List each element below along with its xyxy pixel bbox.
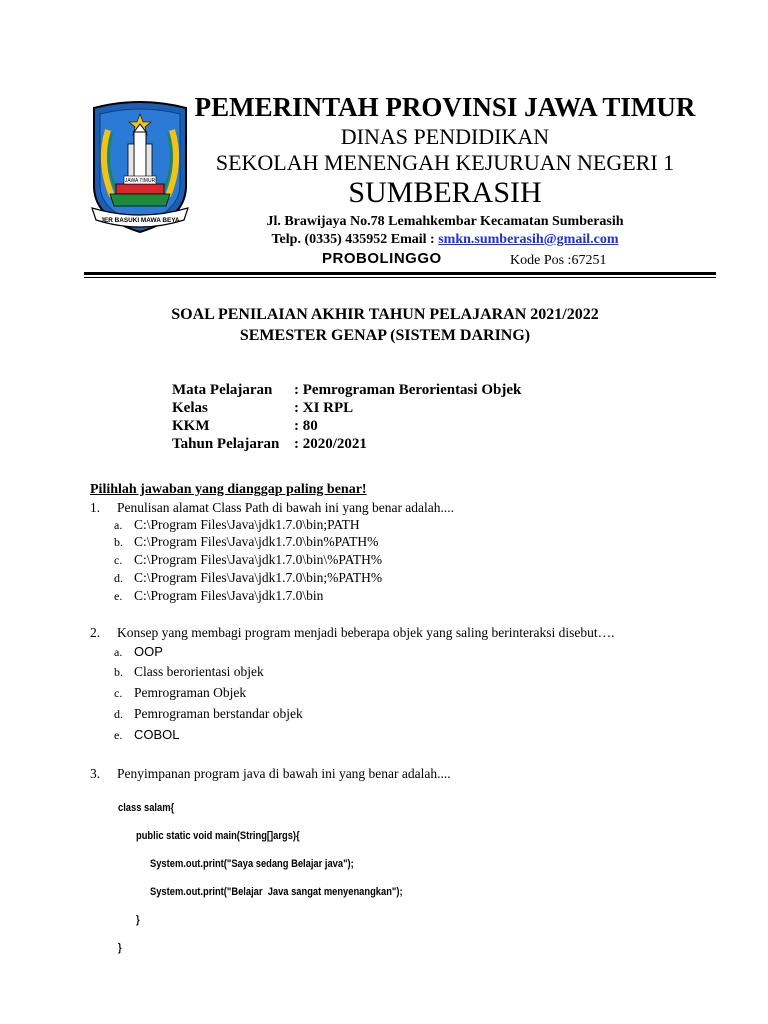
info-label: Tahun Pelajaran bbox=[172, 436, 280, 452]
code-line-1: class salam{ bbox=[118, 802, 175, 814]
logo-ribbon-text: JER BASUKI MAWA BEYA bbox=[100, 217, 180, 224]
info-value: : Pemrograman Berorientasi Objek bbox=[294, 382, 522, 398]
option-text: COBOL bbox=[134, 727, 180, 742]
header-school-name: SUMBERASIH bbox=[348, 176, 542, 209]
option-text: Pemrograman berstandar objek bbox=[134, 706, 303, 721]
option-letter: e. bbox=[114, 728, 123, 742]
option-1e bbox=[114, 588, 323, 604]
question-text: Penyimpanan program java di bawah ini yang benar adalah.... bbox=[117, 766, 451, 781]
header-postal-code: Kode Pos :67251 bbox=[510, 253, 607, 268]
question-text: Konsep yang membagi program menjadi beberapa objek yang saling berinteraksi disebut…. bbox=[117, 625, 615, 640]
option-letter: d. bbox=[114, 571, 123, 585]
option-2c bbox=[114, 685, 246, 701]
question-number: 1. bbox=[90, 500, 101, 515]
header-phone: Telp. (0335) 435952 Email : bbox=[271, 232, 439, 247]
code-line-4: System.out.print("Belajar Java sangat menyenangkan"); bbox=[150, 886, 403, 898]
option-2d bbox=[114, 706, 303, 722]
info-row-kkm bbox=[172, 418, 521, 436]
header-department: DINAS PENDIDIKAN bbox=[340, 124, 550, 149]
exam-semester: SEMESTER GENAP (SISTEM DARING) bbox=[239, 327, 531, 344]
exam-title: SOAL PENILAIAN AKHIR TAHUN PELAJARAN 2021/2022 bbox=[171, 306, 599, 323]
province-emblem-logo bbox=[88, 100, 192, 236]
option-text: C:\Program Files\Java\jdk1.7.0\bin%PATH% bbox=[134, 534, 379, 549]
option-1b bbox=[114, 534, 378, 550]
header-city: PROBOLINGGO bbox=[322, 250, 442, 267]
option-2b bbox=[114, 664, 264, 680]
question-2 bbox=[90, 625, 614, 641]
header-rule-thin bbox=[84, 277, 716, 278]
option-text: C:\Program Files\Java\jdk1.7.0\bin bbox=[134, 588, 324, 603]
exam-info bbox=[172, 382, 521, 454]
option-text: Class berorientasi objek bbox=[134, 664, 264, 679]
option-text: C:\Program Files\Java\jdk1.7.0\bin;PATH bbox=[134, 517, 360, 532]
option-letter: a. bbox=[114, 645, 123, 659]
option-1c bbox=[114, 552, 382, 568]
option-text: Pemrograman Objek bbox=[134, 685, 247, 700]
question-text: Penulisan alamat Class Path di bawah ini yang benar adalah.... bbox=[117, 500, 455, 515]
question-number: 2. bbox=[90, 625, 101, 640]
option-letter: c. bbox=[114, 553, 123, 567]
option-letter: a. bbox=[114, 518, 123, 532]
option-2e bbox=[114, 727, 180, 743]
option-text: OOP bbox=[134, 644, 163, 659]
info-label: KKM bbox=[172, 418, 210, 434]
question-number: 3. bbox=[90, 766, 101, 781]
info-row-subject bbox=[172, 382, 521, 400]
info-row-class bbox=[172, 400, 521, 418]
option-2a bbox=[114, 644, 163, 660]
code-line-6: } bbox=[118, 942, 122, 954]
option-letter: c. bbox=[114, 686, 123, 700]
code-line-2: public static void main(String[]args){ bbox=[136, 830, 300, 842]
header-government: PEMERINTAH PROVINSI JAWA TIMUR bbox=[194, 92, 696, 122]
info-label: Kelas bbox=[172, 400, 208, 416]
option-letter: d. bbox=[114, 707, 123, 721]
info-label: Mata Pelajaran bbox=[172, 382, 273, 398]
info-value: : 80 bbox=[294, 418, 318, 434]
question-3 bbox=[90, 766, 451, 782]
code-line-3: System.out.print("Saya sedang Belajar java"); bbox=[150, 858, 354, 870]
option-letter: e. bbox=[114, 589, 123, 603]
option-letter: b. bbox=[114, 665, 123, 679]
header-contact bbox=[190, 232, 700, 248]
info-row-year bbox=[172, 436, 521, 454]
code-line-5: } bbox=[136, 914, 140, 926]
option-text: C:\Program Files\Java\jdk1.7.0\bin\%PATH% bbox=[134, 552, 383, 567]
option-letter: b. bbox=[114, 535, 123, 549]
header-school-type: SEKOLAH MENENGAH KEJURUAN NEGERI 1 bbox=[215, 150, 675, 175]
email-link[interactable]: smkn.sumberasih@gmail.com bbox=[438, 232, 619, 247]
question-1 bbox=[90, 500, 454, 516]
header-rule-thick bbox=[84, 272, 716, 275]
option-1a bbox=[114, 517, 360, 533]
option-1d bbox=[114, 570, 382, 586]
option-text: C:\Program Files\Java\jdk1.7.0\bin;%PATH% bbox=[134, 570, 383, 585]
info-value: : XI RPL bbox=[294, 400, 354, 416]
info-value: : 2020/2021 bbox=[294, 436, 367, 452]
header-address: Jl. Brawijaya No.78 Lemahkembar Kecamatan Sumberasih bbox=[266, 214, 624, 229]
logo-top-text: JAWA TIMUR bbox=[124, 178, 156, 184]
instruction: Pilihlah jawaban yang dianggap paling benar! bbox=[90, 482, 367, 497]
